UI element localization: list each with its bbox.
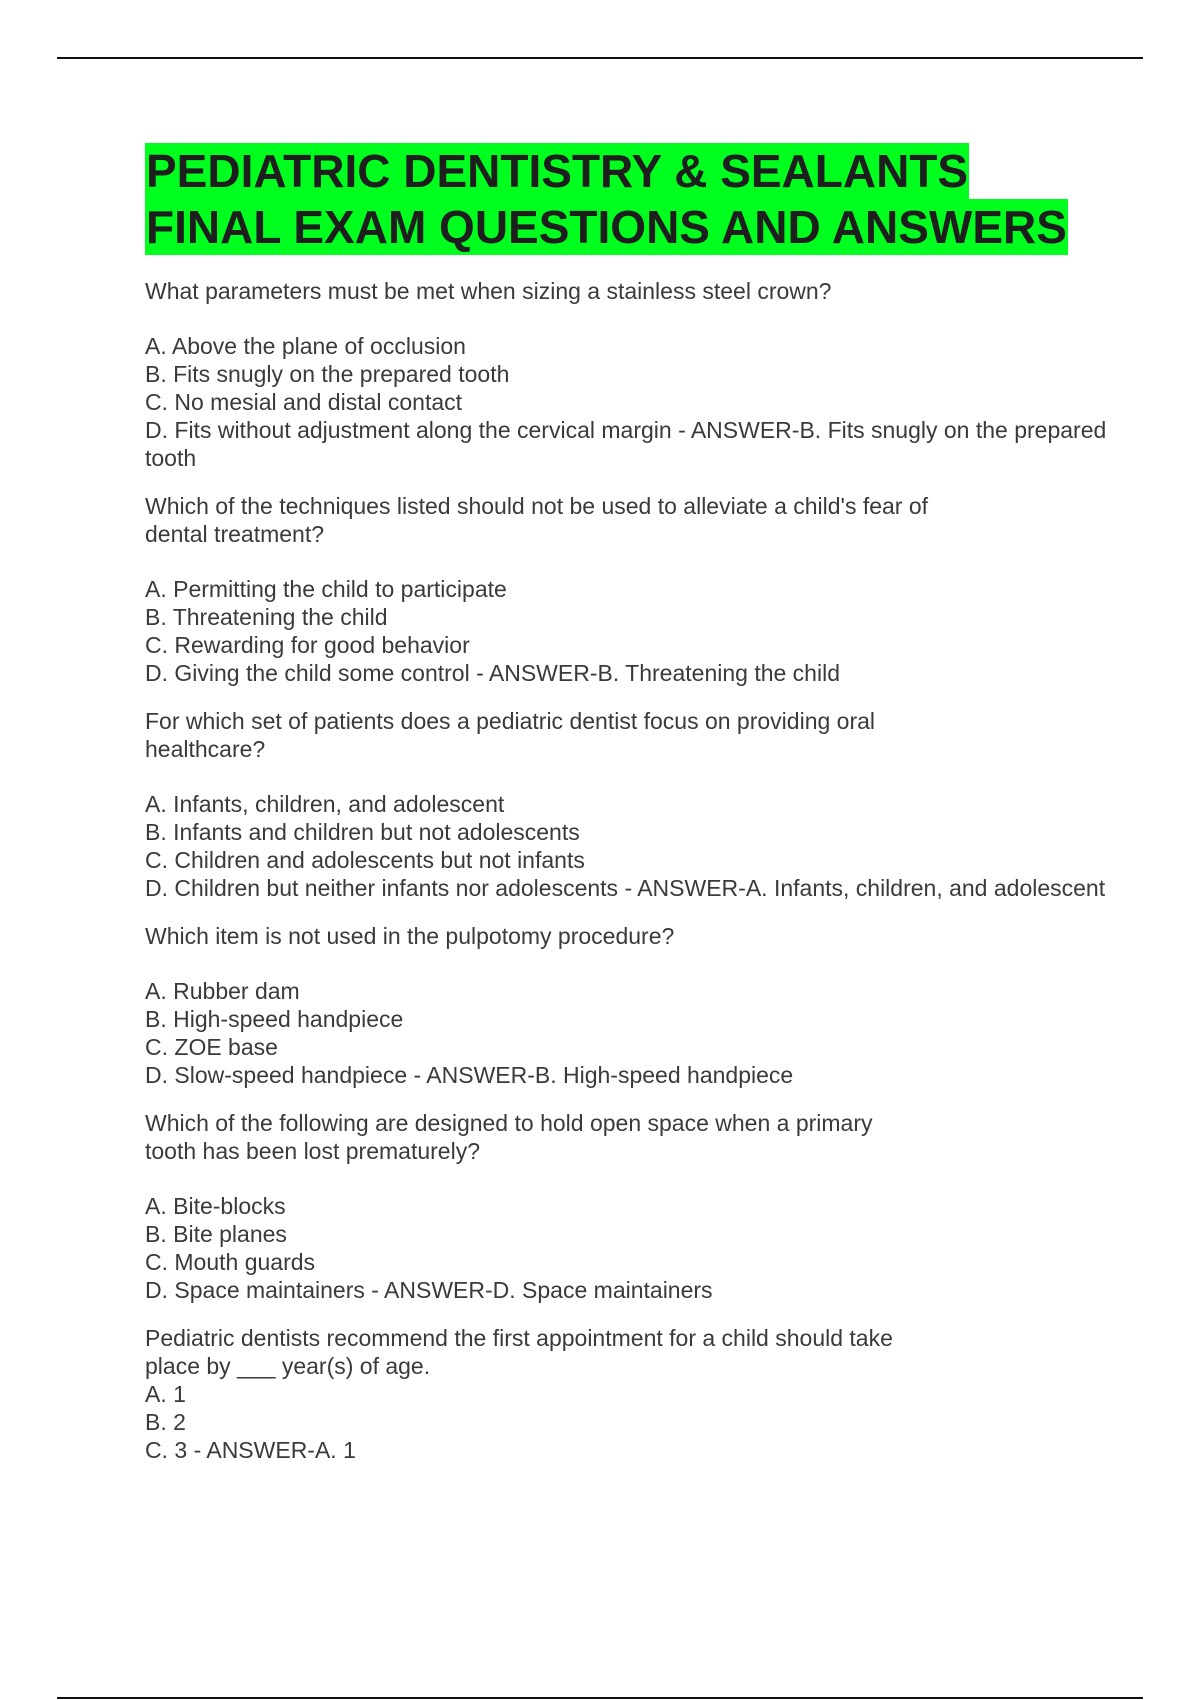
title-line-1: PEDIATRIC DENTISTRY & SEALANTS	[146, 145, 969, 197]
option-c: C. Children and adolescents but not infants	[145, 847, 585, 873]
option-c-with-answer: C. 3 - ANSWER-A. 1	[145, 1437, 356, 1463]
question-block-1	[145, 277, 1135, 472]
option-b: B. Fits snugly on the prepared tooth	[145, 361, 510, 387]
answer-options	[145, 1192, 1135, 1304]
option-c: C. ZOE base	[145, 1034, 278, 1060]
question-text: Which item is not used in the pulpotomy procedure?	[145, 923, 675, 949]
answer-options	[145, 790, 1135, 902]
option-c: C. No mesial and distal contact	[145, 389, 463, 415]
document-title	[145, 143, 1135, 255]
answer-options	[145, 1380, 1135, 1464]
option-d-with-answer: D. Slow-speed handpiece - ANSWER-B. High-speed handpiece	[145, 1062, 794, 1088]
option-a: A. Permitting the child to participate	[145, 576, 507, 602]
question-text: Which of the techniques listed should not be used to alleviate a child's fear of dental treatment?	[145, 493, 929, 547]
question-block-4	[145, 922, 1135, 1089]
option-a: A. Bite-blocks	[145, 1193, 286, 1219]
bottom-rule	[57, 1697, 1143, 1699]
question-block-2	[145, 492, 1135, 687]
answer-options	[145, 332, 1135, 472]
question-text: Which of the following are designed to hold open space when a primary tooth has been lost prematurely?	[145, 1110, 873, 1164]
option-d-with-answer: D. Children but neither infants nor adolescents - ANSWER-A. Infants, children, and adolescent	[145, 875, 1106, 901]
option-a: A. 1	[145, 1381, 186, 1407]
option-b: B. Threatening the child	[145, 604, 388, 630]
question-block-3	[145, 707, 1135, 902]
question-text: What parameters must be met when sizing a stainless steel crown?	[145, 278, 832, 304]
option-b: B. 2	[145, 1409, 186, 1435]
option-b: B. High-speed handpiece	[145, 1006, 404, 1032]
question-text: Pediatric dentists recommend the first appointment for a child should take place by ___ year(s) of age.	[145, 1325, 893, 1379]
option-a: A. Above the plane of occlusion	[145, 333, 466, 359]
option-b: B. Bite planes	[145, 1221, 287, 1247]
question-block-5	[145, 1109, 1135, 1304]
title-line-2: FINAL EXAM QUESTIONS AND ANSWERS	[146, 201, 1067, 253]
answer-options	[145, 575, 1135, 687]
option-d-with-answer: D. Fits without adjustment along the cervical margin - ANSWER-B. Fits snugly on the prepared tooth	[145, 417, 1107, 471]
option-d-with-answer: D. Giving the child some control - ANSWER-B. Threatening the child	[145, 660, 840, 686]
answer-options	[145, 977, 1135, 1089]
top-rule	[57, 57, 1143, 59]
question-block-6	[145, 1324, 1135, 1464]
question-text: For which set of patients does a pediatric dentist focus on providing oral healthcare?	[145, 708, 876, 762]
option-c: C. Rewarding for good behavior	[145, 632, 470, 658]
option-c: C. Mouth guards	[145, 1249, 316, 1275]
option-a: A. Rubber dam	[145, 978, 300, 1004]
document-body	[145, 143, 1135, 1484]
option-b: B. Infants and children but not adolescents	[145, 819, 580, 845]
option-a: A. Infants, children, and adolescent	[145, 791, 505, 817]
option-d-with-answer: D. Space maintainers - ANSWER-D. Space maintainers	[145, 1277, 713, 1303]
